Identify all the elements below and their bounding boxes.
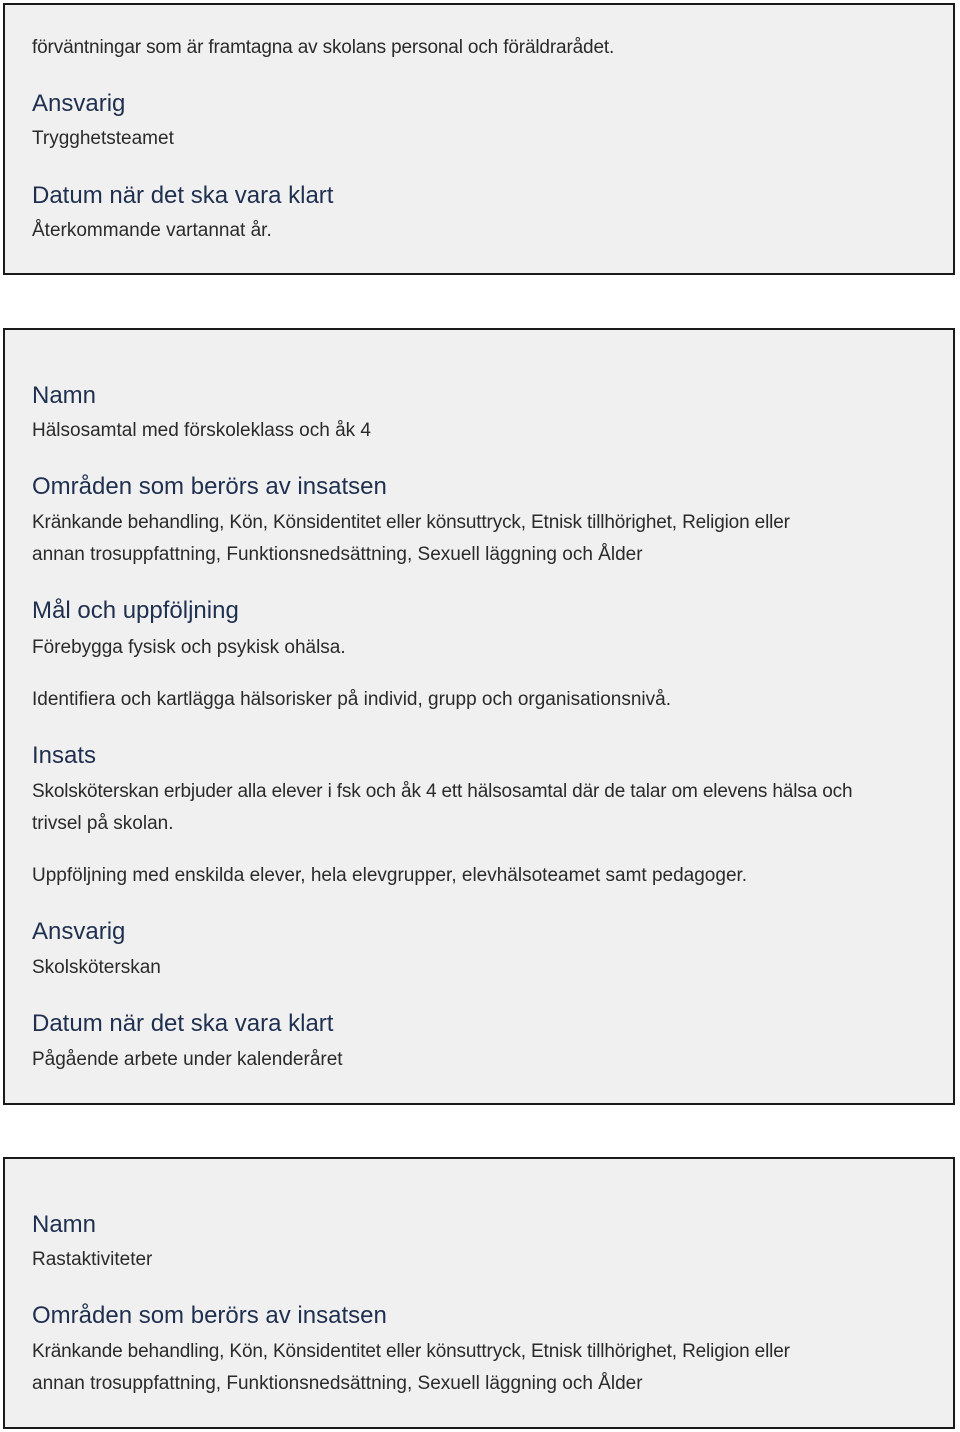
intro-text: förväntningar som är framtagna av skolans personal och föräldrarådet. — [32, 37, 615, 58]
action-text-line-1: Skolsköterskan erbjuder alla elever i fsk och åk 4 ett hälsosamtal där de talar om elevens hälsa och — [32, 781, 853, 802]
goals-paragraph-1: Förebygga fysisk och psykisk ohälsa. — [32, 637, 346, 658]
goals-paragraph-2: Identifiera och kartlägga hälsorisker på individ, grupp och organisationsnivå. — [32, 689, 671, 710]
areas-heading: Områden som berörs av insatsen — [32, 1302, 387, 1329]
responsible-heading: Ansvarig — [32, 90, 126, 117]
date-heading: Datum när det ska vara klart — [32, 182, 334, 209]
action-plan-block-1 — [3, 3, 955, 275]
areas-text-line-2: annan trosuppfattning, Funktionsnedsättning, Sexuell läggning och Ålder — [32, 1373, 643, 1394]
goals-heading: Mål och uppföljning — [32, 597, 239, 624]
action-text-line-2: trivsel på skolan. — [32, 813, 174, 834]
name-heading: Namn — [32, 382, 97, 409]
areas-text-line-2: annan trosuppfattning, Funktionsnedsättning, Sexuell läggning och Ålder — [32, 544, 643, 565]
date-value: Pågående arbete under kalenderåret — [32, 1049, 343, 1070]
responsible-heading: Ansvarig — [32, 918, 126, 945]
date-value: Återkommande vartannat år. — [32, 220, 272, 241]
areas-text-line-1: Kränkande behandling, Kön, Könsidentitet eller könsuttryck, Etnisk tillhörighet, Religion eller — [32, 512, 790, 533]
areas-heading: Områden som berörs av insatsen — [32, 473, 387, 500]
areas-text-line-1: Kränkande behandling, Kön, Könsidentitet eller könsuttryck, Etnisk tillhörighet, Religion eller — [32, 1341, 790, 1362]
name-value: Rastaktiviteter — [32, 1249, 153, 1270]
action-heading: Insats — [32, 742, 97, 769]
name-value: Hälsosamtal med förskoleklass och åk 4 — [32, 420, 371, 441]
name-heading: Namn — [32, 1211, 97, 1238]
action-plan-block-3 — [3, 1157, 955, 1429]
date-heading: Datum när det ska vara klart — [32, 1010, 334, 1037]
action-paragraph-2: Uppföljning med enskilda elever, hela elevgrupper, elevhälsoteamet samt pedagoger. — [32, 865, 748, 886]
responsible-value: Skolsköterskan — [32, 957, 161, 978]
responsible-value: Trygghetsteamet — [32, 128, 174, 149]
action-plan-block-2 — [3, 328, 955, 1105]
